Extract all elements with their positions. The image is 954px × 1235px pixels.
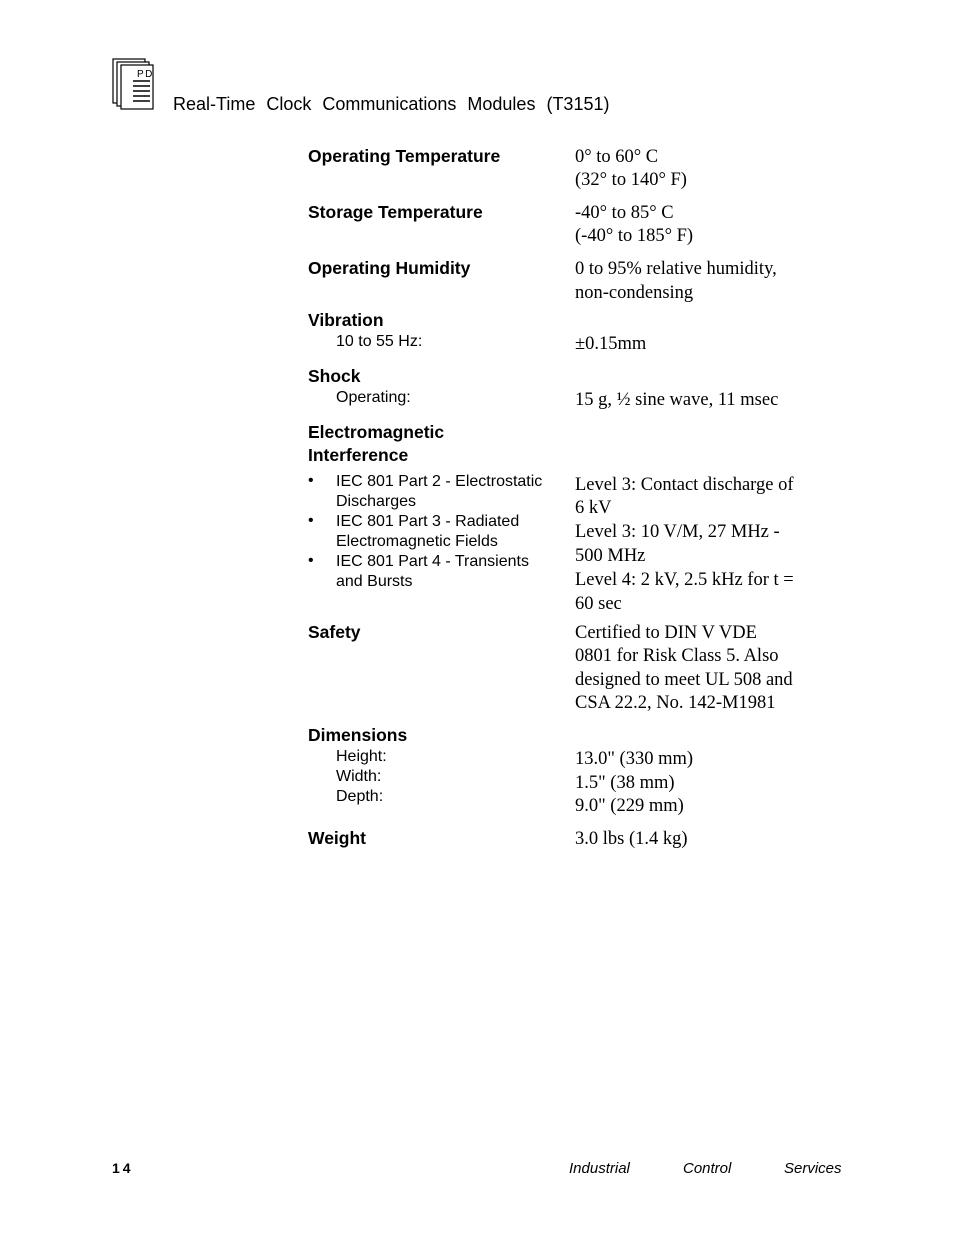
emi-label-1: Electromagnetic bbox=[308, 422, 445, 442]
op-temp-value-1: 0° to 60° C bbox=[575, 147, 659, 167]
shock-label: Shock bbox=[308, 366, 361, 386]
safety-value-3: designed to meet UL 508 and bbox=[575, 670, 793, 690]
emi-item-1-line-2: Discharges bbox=[336, 493, 417, 510]
bullet-icon: • bbox=[308, 472, 314, 489]
weight-value: 3.0 lbs (1.4 kg) bbox=[575, 829, 688, 849]
emi-item-3-line-1: IEC 801 Part 4 - Transients bbox=[336, 553, 529, 570]
dimensions-sub-depth: Depth: bbox=[336, 788, 384, 805]
footer-company-1: Industrial bbox=[569, 1160, 630, 1177]
storage-temp-value-2: (-40° to 185° F) bbox=[575, 226, 694, 246]
dimensions-value-height: 13.0" (330 mm) bbox=[575, 749, 694, 769]
page-title: Real-Time Clock Communications Modules (T3151) bbox=[173, 94, 610, 114]
op-humidity-value-1: 0 to 95% relative humidity, bbox=[575, 259, 777, 279]
emi-label-2: Interference bbox=[308, 445, 409, 465]
logo-text: PD bbox=[137, 69, 154, 80]
vibration-sub: 10 to 55 Hz: bbox=[336, 333, 423, 350]
op-humidity-label: Operating Humidity bbox=[308, 258, 471, 278]
bullet-icon: • bbox=[308, 552, 314, 569]
safety-label: Safety bbox=[308, 622, 361, 642]
emi-value-3: Level 3: 10 V/M, 27 MHz - bbox=[575, 522, 780, 542]
weight-label: Weight bbox=[308, 828, 367, 848]
safety-value-4: CSA 22.2, No. 142-M1981 bbox=[575, 693, 776, 713]
emi-value-6: 60 sec bbox=[575, 594, 622, 614]
op-temp-label: Operating Temperature bbox=[308, 146, 501, 166]
op-temp-value-2: (32° to 140° F) bbox=[575, 170, 687, 190]
safety-value-2: 0801 for Risk Class 5. Also bbox=[575, 646, 779, 666]
emi-value-2: 6 kV bbox=[575, 498, 612, 518]
dimensions-value-depth: 9.0" (229 mm) bbox=[575, 796, 684, 816]
document-stack-icon bbox=[112, 58, 156, 112]
emi-item-3-line-2: and Bursts bbox=[336, 573, 413, 590]
dimensions-value-width: 1.5" (38 mm) bbox=[575, 773, 675, 793]
op-humidity-value-2: non-condensing bbox=[575, 283, 694, 303]
page-number: 14 bbox=[112, 1160, 134, 1176]
footer-company-2: Control bbox=[683, 1160, 732, 1177]
storage-temp-label: Storage Temperature bbox=[308, 202, 483, 222]
dimensions-sub-height: Height: bbox=[336, 748, 387, 765]
vibration-label: Vibration bbox=[308, 310, 384, 330]
safety-value-1: Certified to DIN V VDE bbox=[575, 623, 757, 643]
emi-value-5: Level 4: 2 kV, 2.5 kHz for t = bbox=[575, 570, 794, 590]
shock-value: 15 g, ½ sine wave, 11 msec bbox=[575, 390, 779, 410]
emi-value-4: 500 MHz bbox=[575, 546, 646, 566]
emi-item-1-line-1: IEC 801 Part 2 - Electrostatic bbox=[336, 473, 543, 490]
storage-temp-value-1: -40° to 85° C bbox=[575, 203, 674, 223]
footer-company-3: Services bbox=[784, 1160, 842, 1177]
shock-sub: Operating: bbox=[336, 389, 411, 406]
dimensions-sub-width: Width: bbox=[336, 768, 382, 785]
emi-value-1: Level 3: Contact discharge of bbox=[575, 475, 794, 495]
vibration-value: ±0.15mm bbox=[575, 334, 647, 354]
dimensions-label: Dimensions bbox=[308, 725, 408, 745]
emi-item-2-line-2: Electromagnetic Fields bbox=[336, 533, 498, 550]
bullet-icon: • bbox=[308, 512, 314, 529]
emi-item-2-line-1: IEC 801 Part 3 - Radiated bbox=[336, 513, 520, 530]
